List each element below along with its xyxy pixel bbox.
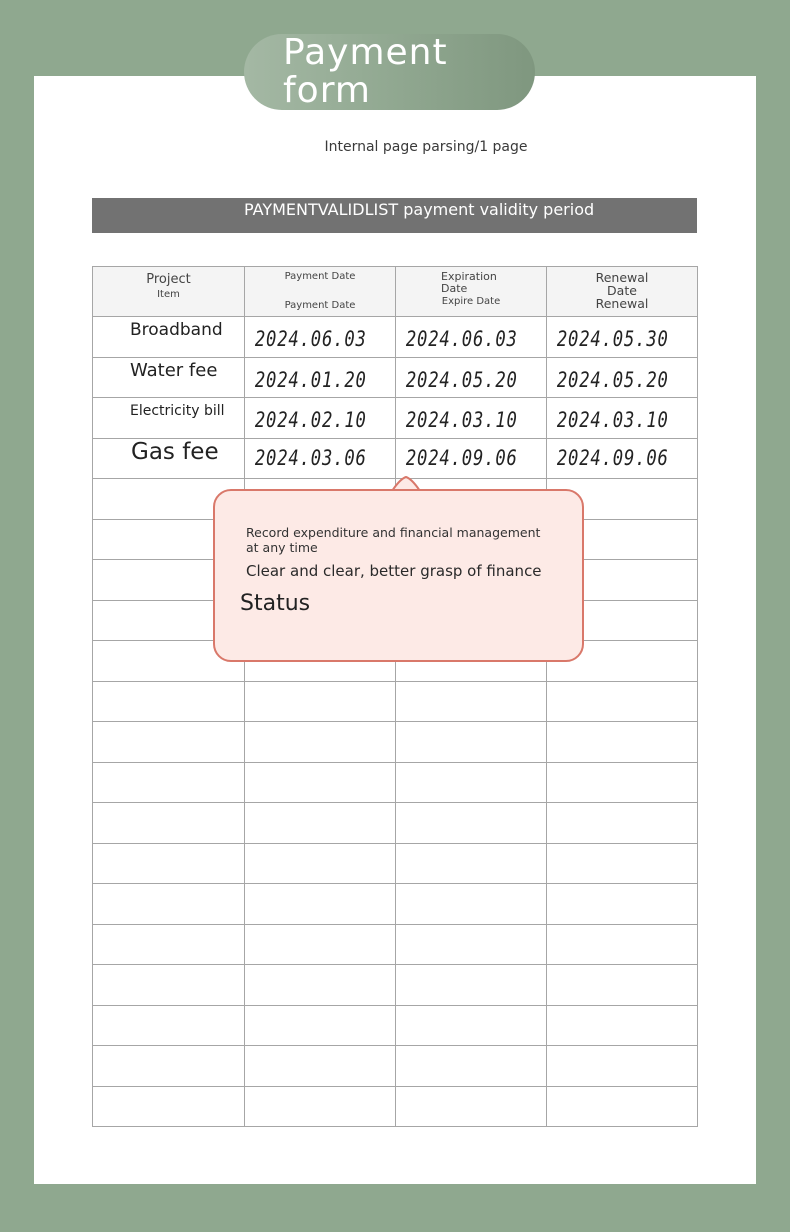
empty-cell[interactable] <box>93 722 245 763</box>
empty-cell[interactable] <box>93 762 245 803</box>
empty-cell[interactable] <box>396 722 547 763</box>
empty-cell[interactable] <box>245 803 396 844</box>
header-payment-main: Payment Date <box>284 271 356 282</box>
empty-table-row <box>93 884 698 925</box>
renewal-date-cell: 2024.05.20 <box>556 367 669 392</box>
empty-table-row <box>93 722 698 763</box>
empty-cell[interactable] <box>396 762 547 803</box>
header-expiration-main: Expiration Date <box>441 270 497 295</box>
empty-cell[interactable] <box>396 681 547 722</box>
expiration-date-cell: 2024.05.20 <box>405 367 518 392</box>
empty-cell[interactable] <box>396 965 547 1006</box>
empty-cell[interactable] <box>396 924 547 965</box>
title-line-1: Payment <box>283 32 448 73</box>
empty-cell[interactable] <box>547 1005 698 1046</box>
empty-cell[interactable] <box>245 1046 396 1087</box>
header-payment-sub: Payment Date <box>284 300 356 311</box>
expiration-date-cell: 2024.09.06 <box>405 445 518 470</box>
empty-cell[interactable] <box>93 1086 245 1127</box>
empty-cell[interactable] <box>245 965 396 1006</box>
empty-cell[interactable] <box>547 843 698 884</box>
renewal-date-cell: 2024.03.10 <box>556 408 669 432</box>
empty-cell[interactable] <box>396 803 547 844</box>
table-body <box>93 317 698 1127</box>
callout-status: Status <box>240 591 311 616</box>
empty-table-row <box>93 803 698 844</box>
header-project-sub: Item <box>157 289 180 300</box>
expiration-date-cell: 2024.06.03 <box>405 327 518 351</box>
empty-cell[interactable] <box>547 965 698 1006</box>
empty-cell[interactable] <box>245 884 396 925</box>
payment-date-cell: 2024.03.06 <box>254 445 367 470</box>
item-cell: Broadband <box>130 320 223 340</box>
callout-bubble <box>213 489 584 662</box>
empty-cell[interactable] <box>93 1005 245 1046</box>
table-header-row <box>93 267 698 317</box>
empty-cell[interactable] <box>245 924 396 965</box>
empty-cell[interactable] <box>93 884 245 925</box>
empty-table-row <box>93 924 698 965</box>
item-cell: Gas fee <box>131 438 219 465</box>
empty-cell[interactable] <box>93 681 245 722</box>
table-row <box>93 317 698 358</box>
empty-table-row <box>93 762 698 803</box>
payment-date-cell: 2024.06.03 <box>254 327 367 351</box>
empty-cell[interactable] <box>547 1086 698 1127</box>
empty-cell[interactable] <box>396 1005 547 1046</box>
callout-line-2: Clear and clear, better grasp of finance <box>246 562 542 580</box>
payment-table <box>92 266 698 1127</box>
empty-table-row <box>93 1046 698 1087</box>
item-cell: Electricity bill <box>130 403 225 419</box>
empty-table-row <box>93 1005 698 1046</box>
header-project-main: Project <box>146 272 191 287</box>
expiration-date-cell: 2024.03.10 <box>405 408 518 432</box>
item-cell: Water fee <box>130 359 218 381</box>
empty-cell[interactable] <box>93 924 245 965</box>
renewal-date-cell: 2024.05.30 <box>556 327 669 351</box>
header-payment-date <box>245 267 396 317</box>
form-title <box>244 34 535 110</box>
empty-cell[interactable] <box>245 1086 396 1127</box>
renewal-date-cell: 2024.09.06 <box>556 445 669 470</box>
callout-line-1: Record expenditure and financial management at any time <box>246 525 541 555</box>
empty-table-row <box>93 681 698 722</box>
empty-cell[interactable] <box>547 1046 698 1087</box>
empty-cell[interactable] <box>547 803 698 844</box>
empty-cell[interactable] <box>396 1086 547 1127</box>
empty-cell[interactable] <box>93 965 245 1006</box>
section-banner: PAYMENTVALIDLIST payment validity period <box>92 198 697 233</box>
empty-cell[interactable] <box>396 843 547 884</box>
header-renewal-main: Renewal Date <box>595 270 649 298</box>
header-expiration-sub: Expire Date <box>441 296 501 307</box>
table-row <box>93 438 698 479</box>
empty-cell[interactable] <box>547 681 698 722</box>
empty-cell[interactable] <box>547 722 698 763</box>
table-row <box>93 357 698 398</box>
header-expiration-date <box>396 267 547 317</box>
payment-date-cell: 2024.01.20 <box>254 367 367 392</box>
empty-cell[interactable] <box>245 681 396 722</box>
empty-cell[interactable] <box>547 924 698 965</box>
empty-cell[interactable] <box>245 843 396 884</box>
empty-cell[interactable] <box>93 803 245 844</box>
empty-cell[interactable] <box>245 762 396 803</box>
header-project <box>93 267 245 317</box>
page-subtitle: Internal page parsing/1 page <box>324 139 528 155</box>
empty-table-row <box>93 965 698 1006</box>
empty-cell[interactable] <box>396 884 547 925</box>
empty-cell[interactable] <box>547 884 698 925</box>
empty-table-row <box>93 843 698 884</box>
empty-cell[interactable] <box>93 843 245 884</box>
empty-cell[interactable] <box>396 1046 547 1087</box>
empty-cell[interactable] <box>547 762 698 803</box>
empty-table-row <box>93 1086 698 1127</box>
empty-cell[interactable] <box>93 1046 245 1087</box>
header-renewal-sub: Renewal <box>595 296 649 311</box>
empty-cell[interactable] <box>245 722 396 763</box>
payment-date-cell: 2024.02.10 <box>254 408 367 432</box>
table-row <box>93 398 698 439</box>
empty-cell[interactable] <box>245 1005 396 1046</box>
header-renewal-date <box>547 267 698 317</box>
title-line-2: form <box>283 70 371 111</box>
